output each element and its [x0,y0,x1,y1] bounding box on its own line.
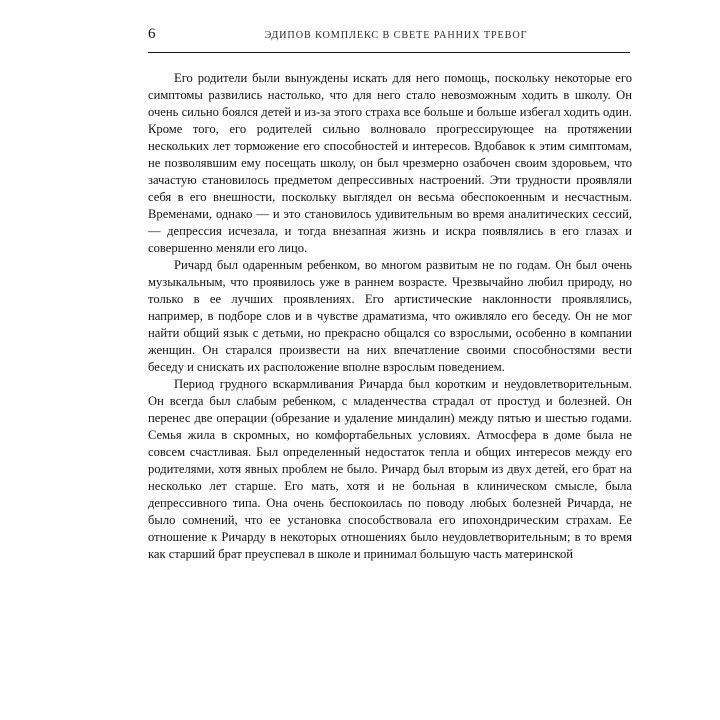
body-text [148,70,632,563]
header-divider [148,52,630,53]
page-header [148,26,632,48]
paragraph: Период грудного вскармливания Ричарда был коротким и неудовлетворительным. Он всегда был слабым ребенком, с младенчества страдал от простуд и болезней. Он перенес две операции (обрезание и удаление миндалин) между пятью и шестью годами. Семья жила в скромных, но комфортабельных условиях. Атмосфера в доме была не совсем счастливая. Был определенный недостаток тепла и общих интересов между его родителями, хотя явных проблем не было. Ричард был вторым из двух детей, его брат на несколько лет старше. Его мать, хотя и не больная в клиническом смысле, была депрессивного типа. Она очень беспокоилась по поводу любых болезней Ричарда, не было сомнений, что ее установка способствовала его ипохондрическим страхам. Ее отношение к Ричарду в некоторых отношениях было неудовлетворительным; в то время как старший брат преуспевал в школе и принимал большую часть материнской [148,377,632,561]
page-number: 6 [148,26,156,42]
running-head: ЭДИПОВ КОМПЛЕКС В СВЕТЕ РАННИХ ТРЕВОГ [264,30,528,41]
paragraph: Ричард был одаренным ребенком, во многом развитым не по годам. Он был очень музыкальным, что проявилось уже в раннем возрасте. Чрезвычайно любил природу, но только в ее лучших проявлениях. Его артистические наклонности проявлялись, например, в подборе слов и в чувстве драматизма, что оживляло его беседу. Он не мог найти общий язык с детьми, но прекрасно общался со взрослыми, особенно в компании женщин. Он старался произвести на них впечатление своими способностями вести беседу и снискать их расположение вполне взрослым поведением. [148,258,632,374]
paragraph: Его родители были вынуждены искать для него помощь, поскольку некоторые его симптомы развились настолько, что для него стало невозможным ходить в школу. Он очень сильно боялся детей и из-за этого страха все больше и больше избегал ходить один. Кроме того, его родителей сильно волновало прогрессирующее на протяжении нескольких лет торможение его способностей и интересов. Вдобавок к этим симптомам, не позволявшим ему посещать школу, он был чрезмерно озабочен своим здоровьем, что зачастую становилось предметом депрессивных настроений. Эти трудности проявляли себя в его внешности, поскольку выглядел он весьма обеспокоенным и несчастным. Временами, однако — и это становилось удивительным во время аналитических сессий, — депрессия исчезала, и тогда внезапная жизнь и искра появлялись в его глазах и совершенно меняли его лицо. [148,71,632,255]
